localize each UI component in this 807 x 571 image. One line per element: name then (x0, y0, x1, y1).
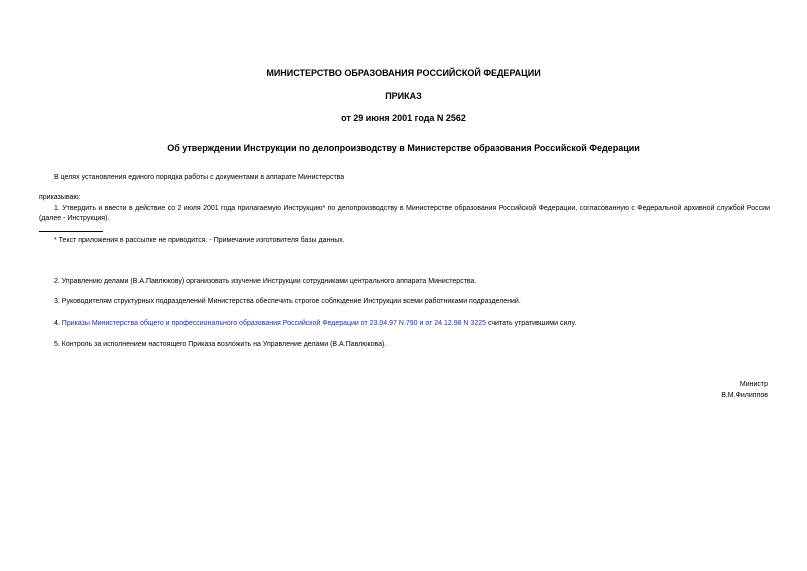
document-date-number: от 29 июня 2001 года N 2562 (341, 113, 466, 123)
ministry-title: МИНИСТЕРСТВО ОБРАЗОВАНИЯ РОССИЙСКОЙ ФЕДЕРАЦИИ (266, 68, 541, 78)
item-1: 1. Утвердить и ввести в действие со 2 июля 2001 года прилагаемую Инструкцию* по делопроизводству в Министерстве образования Российской Федерации, согласованную с Федеральной архивной службой России (далее - Инструкция). (39, 205, 770, 222)
item-3: 3. Руководителям структурных подразделений Министерства обеспечить строгое соблюдение Инструкции всеми работниками подразделений. (54, 298, 521, 305)
repealed-orders-link[interactable]: Приказы Министерства общего и профессионального образования Российской Федерации от 23.04.97 N 790 и от 24.12.98 N 3225 (61, 320, 487, 327)
item-4 (54, 319, 576, 329)
item-5: 5. Контроль за исполнением настоящего Приказа возложить на Управление делами (В.А.Павлюкова). (54, 341, 387, 348)
item-4-number: 4. (54, 320, 62, 327)
orders-word: приказываю: (39, 194, 81, 201)
item-2: 2. Управлению делами (В.А.Павлюкову) организовать изучение Инструкции сотрудниками центрального аппарата Министерства. (54, 278, 477, 285)
document-type: ПРИКАЗ (385, 91, 422, 101)
intro-paragraph: В целях установления единого порядка работы с документами в аппарате Министерства (54, 174, 345, 181)
signature-title: Министр (739, 381, 768, 388)
item-4-rest: считать утратившими силу. (486, 320, 577, 327)
signature-name: В.М.Филиппов (721, 392, 768, 399)
footnote-divider (39, 231, 103, 232)
footnote: * Текст приложения в рассылке не приводится. - Примечание изготовителя базы данных. (54, 237, 345, 244)
document-subject: Об утверждении Инструкции по делопроизводству в Министерстве образования Российской Федерации (167, 143, 640, 153)
